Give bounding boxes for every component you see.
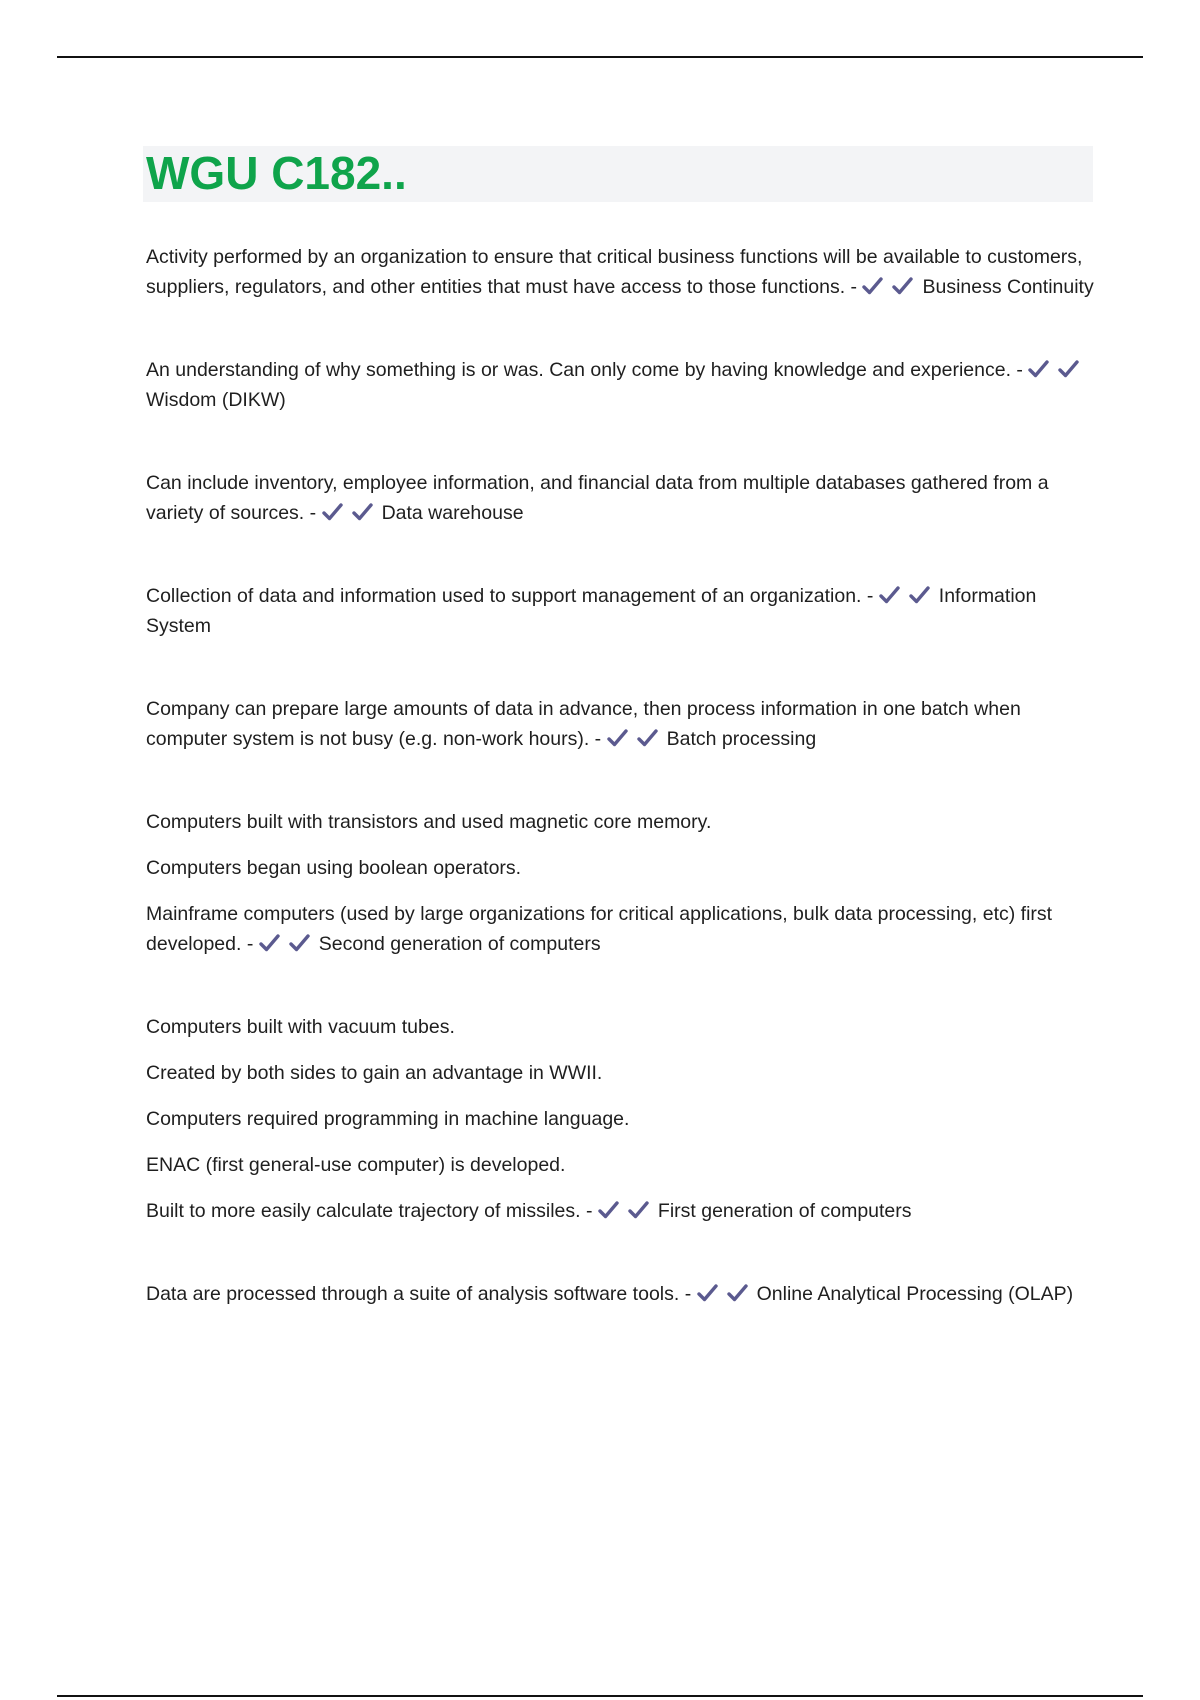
flashcard-question: Collection of data and information used to support management of an organization. - <box>146 585 874 607</box>
flashcard-line: Computers began using boolean operators. <box>146 857 522 879</box>
flashcard <box>146 581 1096 641</box>
footer-rule <box>57 1695 1143 1697</box>
checkmark-icon <box>607 728 628 748</box>
flashcard-question: Can include inventory, employee information, and financial data from multiple databases gathered from a variety of sources. - <box>146 472 1049 524</box>
flashcard-question: An understanding of why something is or was. Can only come by having knowledge and experience. - <box>146 359 1023 381</box>
flashcard-question: Data are processed through a suite of analysis software tools. - <box>146 1283 692 1305</box>
flashcard-list <box>146 242 1096 1309</box>
flashcard-line: Computers built with transistors and used magnetic core memory. <box>146 811 712 833</box>
flashcard <box>146 1012 1096 1226</box>
flashcard-line: Computers required programming in machine language. <box>146 1108 630 1130</box>
checkmark-icon <box>862 276 883 296</box>
flashcard-question-answer <box>146 1196 1096 1226</box>
flashcard-line: Created by both sides to gain an advantage in WWII. <box>146 1062 603 1084</box>
flashcard-answer: Batch processing <box>666 728 817 750</box>
flashcard-question-answer <box>146 694 1096 754</box>
flashcard <box>146 242 1096 302</box>
flashcard-question-answer <box>146 899 1096 959</box>
flashcard-answer: Wisdom (DIKW) <box>146 389 286 411</box>
checkmark-icon <box>259 933 280 953</box>
checkmark-icon <box>289 933 310 953</box>
flashcard-question: Built to more easily calculate trajectory of missiles. - <box>146 1200 593 1222</box>
checkmark-icon <box>598 1200 619 1220</box>
flashcard-question-answer <box>146 468 1096 528</box>
checkmark-icon <box>909 585 930 605</box>
checkmark-icon <box>727 1283 748 1303</box>
flashcard-answer: Information System <box>146 585 1037 637</box>
flashcard <box>146 468 1096 528</box>
flashcard-answer: Online Analytical Processing (OLAP) <box>756 1283 1074 1305</box>
flashcard-answer: Business Continuity <box>922 276 1094 298</box>
flashcard <box>146 1279 1096 1309</box>
flashcard-question: Activity performed by an organization to ensure that critical business functions will be available to customers, suppliers, regulators, and other entities that must have access to those functions. - <box>146 246 1083 298</box>
checkmark-icon <box>879 585 900 605</box>
flashcard <box>146 694 1096 754</box>
checkmark-icon <box>628 1200 649 1220</box>
flashcard-question-answer <box>146 355 1096 415</box>
document-title: WGU C182.. <box>146 147 407 199</box>
flashcard-answer: First generation of computers <box>657 1200 912 1222</box>
checkmark-icon <box>1058 359 1079 379</box>
flashcard-answer: Second generation of computers <box>318 933 601 955</box>
flashcard-line: ENAC (first general-use computer) is developed. <box>146 1154 566 1176</box>
checkmark-icon <box>892 276 913 296</box>
checkmark-icon <box>322 502 343 522</box>
flashcard <box>146 807 1096 959</box>
flashcard <box>146 355 1096 415</box>
header-rule <box>57 56 1143 58</box>
flashcard-question: Company can prepare large amounts of data in advance, then process information in one batch when computer system is not busy (e.g. non-work hours). - <box>146 698 1021 750</box>
checkmark-icon <box>697 1283 718 1303</box>
flashcard-question-answer <box>146 581 1096 641</box>
flashcard-question-answer <box>146 1279 1096 1309</box>
checkmark-icon <box>637 728 658 748</box>
flashcard-question: Mainframe computers (used by large organizations for critical applications, bulk data processing, etc) first developed. - <box>146 903 1053 955</box>
flashcard-line: Computers built with vacuum tubes. <box>146 1016 455 1038</box>
flashcard-question-answer <box>146 242 1096 302</box>
flashcard-answer: Data warehouse <box>381 502 524 524</box>
checkmark-icon <box>352 502 373 522</box>
checkmark-icon <box>1028 359 1049 379</box>
